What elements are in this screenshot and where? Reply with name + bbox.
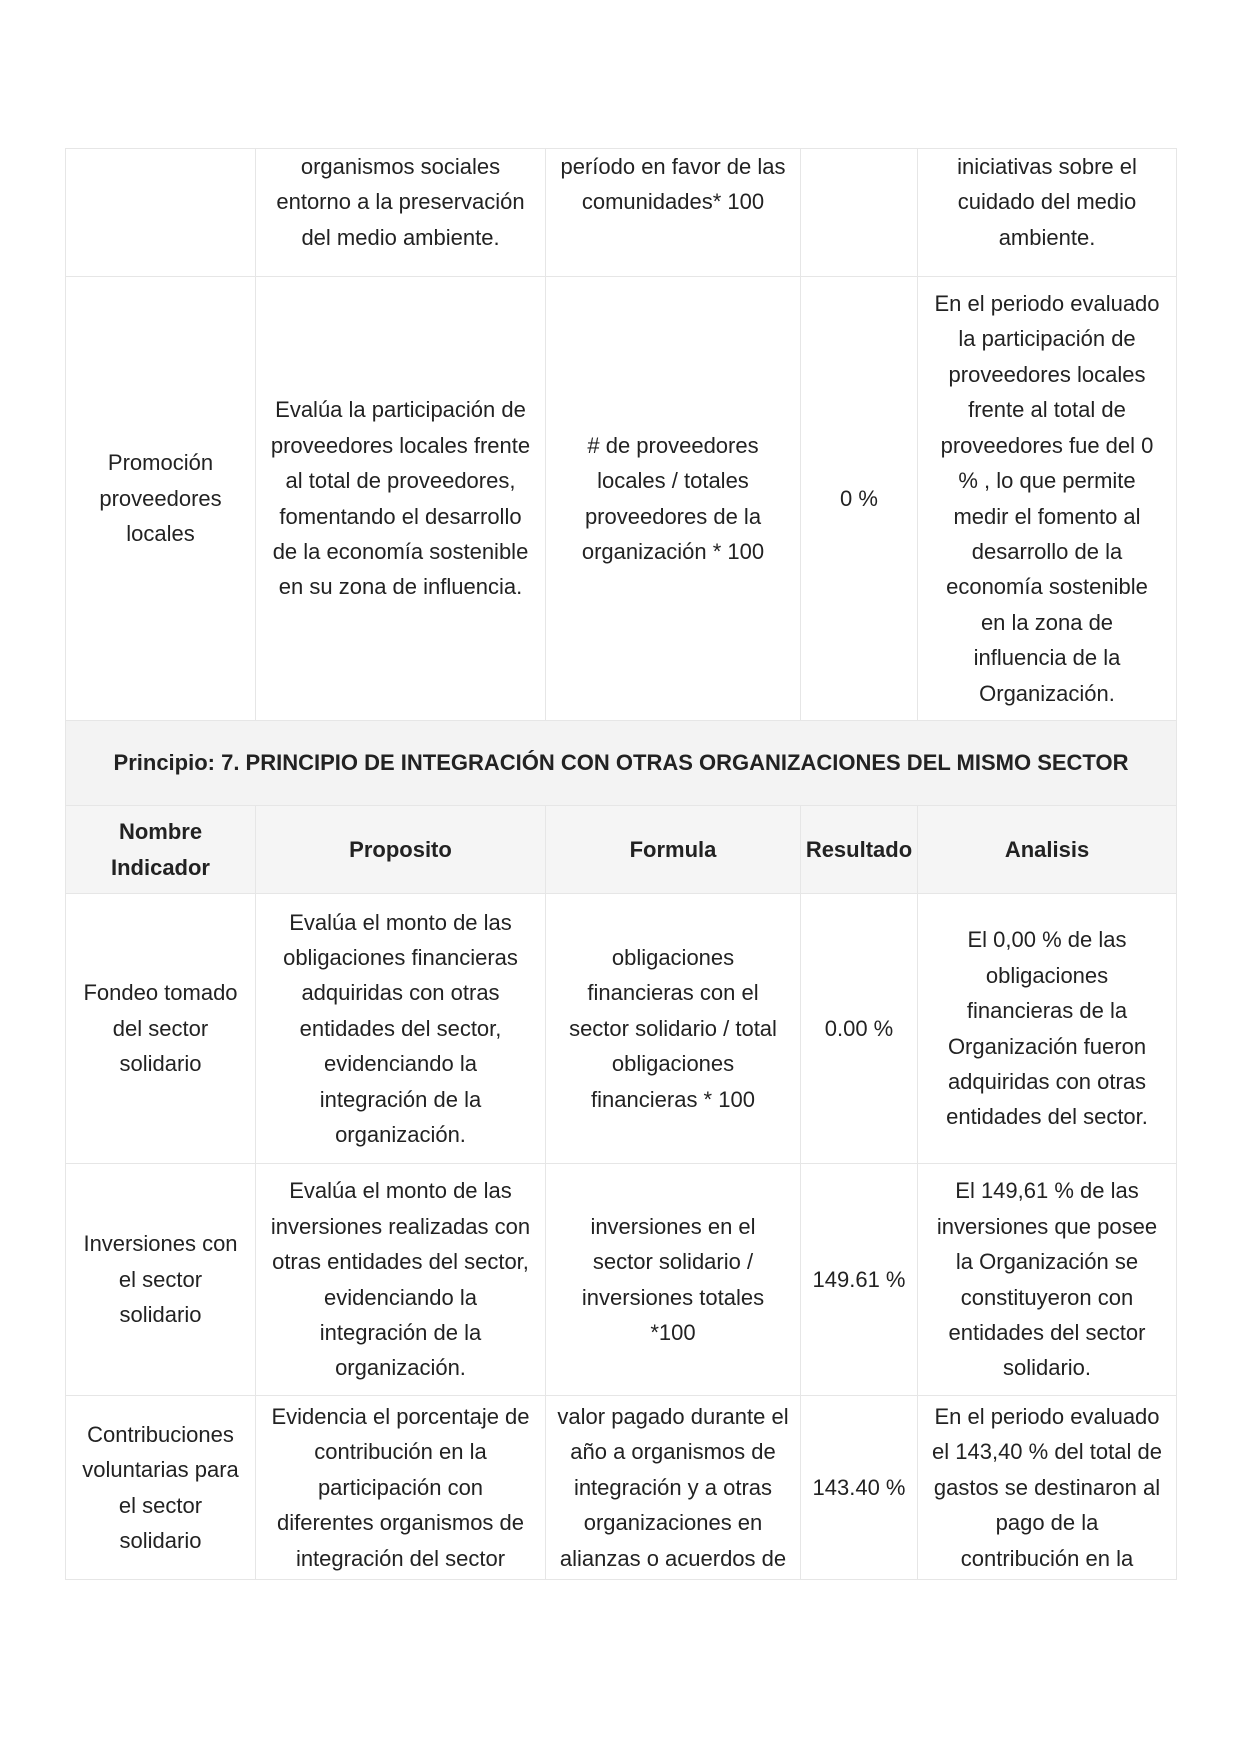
purpose-cell: organismos sociales entorno a la preservación del medio ambiente. [256,149,546,277]
analysis-cell: En el periodo evaluado el 143,40 % del total de gastos se destinaron al pago de la contribución en la [918,1396,1177,1580]
result-cell [801,149,918,277]
result-cell: 0 % [801,277,918,721]
result-cell: 143.40 % [801,1396,918,1580]
indicator-name-cell: Inversiones con el sector solidario [66,1164,256,1396]
indicators-table [65,148,1177,1580]
header-row [66,806,1177,894]
result-cell: 149.61 % [801,1164,918,1396]
purpose-cell: Evalúa el monto de las inversiones realizadas con otras entidades del sector, evidenciando la integración de la organización. [256,1164,546,1396]
formula-cell: valor pagado durante el año a organismos de integración y a otras organizaciones en alianzas o acuerdos de [546,1396,801,1580]
table-row [66,1164,1177,1396]
principle-row [66,721,1177,806]
principle-title: Principio: 7. PRINCIPIO DE INTEGRACIÓN CON OTRAS ORGANIZACIONES DEL MISMO SECTOR [66,721,1177,806]
indicator-name-cell: Promoción proveedores locales [66,277,256,721]
table-row [66,149,1177,277]
header-resultado: Resultado [801,806,918,894]
table-row [66,1396,1177,1580]
table-row [66,894,1177,1164]
indicator-name-cell [66,149,256,277]
purpose-cell: Evalúa la participación de proveedores locales frente al total de proveedores, fomentando el desarrollo de la economía sostenible en su zona de influencia. [256,277,546,721]
result-cell: 0.00 % [801,894,918,1164]
formula-cell: período en favor de las comunidades* 100 [546,149,801,277]
analysis-cell: El 149,61 % de las inversiones que posee la Organización se constituyeron con entidades del sector solidario. [918,1164,1177,1396]
purpose-cell: Evalúa el monto de las obligaciones financieras adquiridas con otras entidades del sector, evidenciando la integración de la organización. [256,894,546,1164]
header-nombre-indicador: Nombre Indicador [66,806,256,894]
formula-cell: obligaciones financieras con el sector solidario / total obligaciones financieras * 100 [546,894,801,1164]
header-formula: Formula [546,806,801,894]
table-row [66,277,1177,721]
formula-cell: inversiones en el sector solidario / inversiones totales *100 [546,1164,801,1396]
formula-cell: # de proveedores locales / totales proveedores de la organización * 100 [546,277,801,721]
analysis-cell: En el periodo evaluado la participación de proveedores locales frente al total de proveedores fue del 0 % , lo que permite medir el fomento al desarrollo de la economía sostenible en la zona de influencia de la Organización. [918,277,1177,721]
analysis-cell: iniciativas sobre el cuidado del medio ambiente. [918,149,1177,277]
indicator-name-cell: Fondeo tomado del sector solidario [66,894,256,1164]
analysis-cell: El 0,00 % de las obligaciones financieras de la Organización fueron adquiridas con otras entidades del sector. [918,894,1177,1164]
header-proposito: Proposito [256,806,546,894]
header-analisis: Analisis [918,806,1177,894]
indicator-name-cell: Contribuciones voluntarias para el sector solidario [66,1396,256,1580]
purpose-cell: Evidencia el porcentaje de contribución en la participación con diferentes organismos de integración del sector [256,1396,546,1580]
